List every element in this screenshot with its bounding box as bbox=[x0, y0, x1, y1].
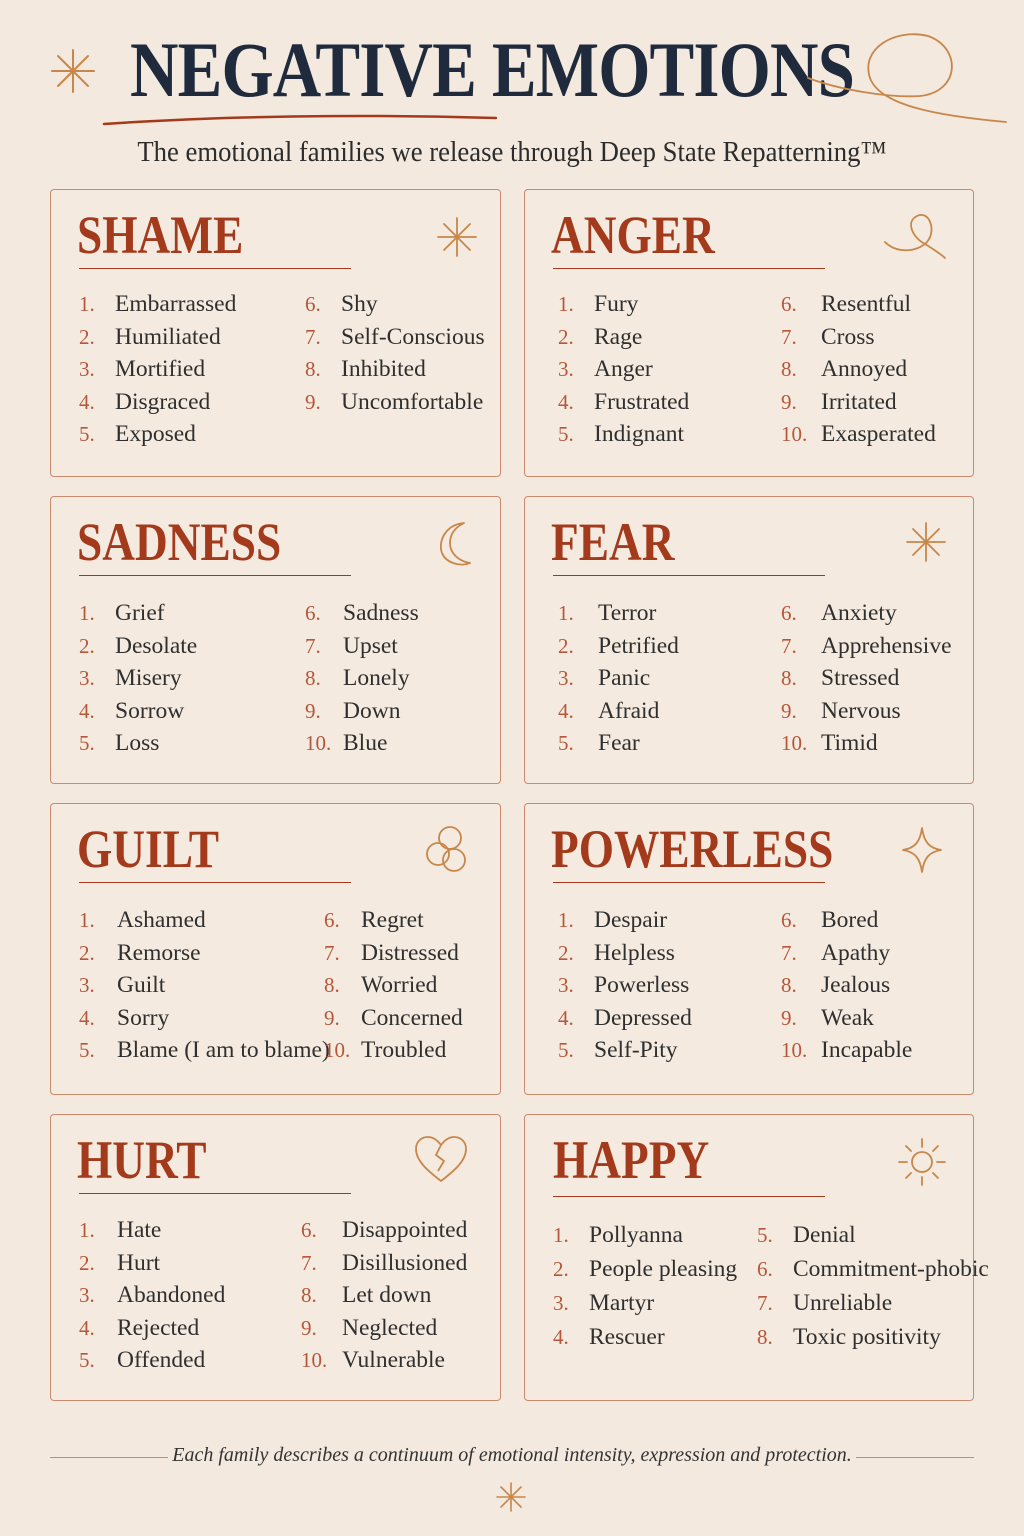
list-item: 7. Upset bbox=[305, 632, 398, 659]
card-powerless bbox=[524, 803, 974, 1095]
column-left bbox=[79, 904, 330, 1067]
list-item: 6. Regret bbox=[324, 907, 424, 933]
list-item: 2. Hurt bbox=[79, 1249, 161, 1276]
card-rule bbox=[553, 575, 825, 576]
card-hurt bbox=[50, 1114, 501, 1401]
column-right bbox=[301, 1214, 467, 1377]
list-item: 3. Powerless bbox=[558, 972, 690, 998]
list-item: 2. People pleasing bbox=[553, 1256, 738, 1282]
list-item: 6. Anxiety bbox=[781, 600, 897, 626]
list-item: 1. Grief bbox=[79, 600, 165, 626]
card-guilt bbox=[50, 803, 501, 1095]
card-title: ANGER bbox=[551, 205, 715, 265]
list-item: 5. Indignant bbox=[558, 421, 685, 447]
footer-divider-right bbox=[856, 1457, 974, 1458]
card-rule bbox=[79, 1193, 351, 1194]
list-item: 8. Worried bbox=[324, 972, 438, 998]
column-right bbox=[305, 288, 485, 418]
list-item: 9. Neglected bbox=[301, 1314, 438, 1341]
sun-icon bbox=[897, 1137, 947, 1187]
column-right bbox=[781, 288, 936, 451]
list-item: 9. Weak bbox=[781, 1004, 874, 1031]
list-item: 4. Afraid bbox=[558, 697, 660, 724]
swirl-loop-icon bbox=[883, 208, 947, 260]
swirl-flourish-icon bbox=[800, 28, 1010, 133]
card-title: GUILT bbox=[77, 819, 220, 879]
list-item: 2. Desolate bbox=[79, 632, 198, 659]
list-item: 6. Disappointed bbox=[301, 1217, 468, 1243]
card-rule bbox=[79, 575, 351, 576]
asterisk-star-icon bbox=[436, 216, 478, 258]
list-item: 8. Jealous bbox=[781, 972, 891, 998]
card-rule bbox=[79, 882, 351, 883]
list-item: 6. Resentful bbox=[781, 291, 912, 317]
column-left bbox=[558, 288, 689, 451]
list-item: 9. Uncomfortable bbox=[305, 388, 484, 415]
column-right bbox=[757, 1218, 989, 1354]
list-item: 3. Abandoned bbox=[79, 1282, 226, 1308]
list-item: 9. Concerned bbox=[324, 1004, 463, 1031]
list-item: 4. Depressed bbox=[558, 1004, 692, 1031]
list-item: 1. Terror bbox=[558, 600, 657, 626]
list-item: 8. Annoyed bbox=[781, 356, 908, 382]
list-item: 2. Humiliated bbox=[79, 323, 221, 350]
column-right bbox=[305, 597, 419, 760]
list-item: 5. Loss bbox=[79, 730, 160, 756]
list-item: 5. Fear bbox=[558, 730, 640, 756]
list-item: 1. Despair bbox=[558, 907, 668, 933]
four-point-sparkle-icon bbox=[901, 826, 943, 874]
column-right bbox=[324, 904, 463, 1067]
column-left bbox=[79, 1214, 225, 1377]
broken-heart-icon bbox=[414, 1135, 468, 1183]
list-item: 4. Rescuer bbox=[553, 1324, 665, 1350]
list-item: 7. Distressed bbox=[324, 939, 459, 966]
asterisk-star-icon bbox=[496, 1482, 526, 1512]
asterisk-star-icon bbox=[905, 521, 947, 563]
list-item: 7. Unreliable bbox=[757, 1290, 893, 1316]
list-item: 5. Blame (I am to blame) bbox=[79, 1037, 330, 1063]
column-left bbox=[558, 904, 692, 1067]
list-item: 6. Sadness bbox=[305, 600, 419, 626]
list-item: 8. Inhibited bbox=[305, 356, 426, 382]
list-item: 10. Timid bbox=[781, 730, 878, 756]
card-sadness bbox=[50, 496, 501, 784]
crescent-moon-icon bbox=[434, 519, 474, 569]
list-item: 1. Hate bbox=[79, 1217, 162, 1243]
list-item: 7. Disillusioned bbox=[301, 1249, 468, 1276]
list-item: 3. Panic bbox=[558, 665, 651, 691]
list-item: 9. Nervous bbox=[781, 697, 901, 724]
list-item: 7. Apathy bbox=[781, 939, 891, 966]
list-item: 4. Rejected bbox=[79, 1314, 200, 1341]
list-item: 9. Irritated bbox=[781, 388, 897, 415]
list-item: 1. Embarrassed bbox=[79, 291, 237, 317]
list-item: 7. Apprehensive bbox=[781, 632, 952, 659]
list-item: 1. Ashamed bbox=[79, 907, 206, 933]
list-item: 10. Vulnerable bbox=[301, 1347, 445, 1373]
list-item: 4. Frustrated bbox=[558, 388, 690, 415]
footer-note: Each family describes a continuum of emotional intensity, expression and protection. bbox=[172, 1444, 852, 1466]
list-item: 4. Sorry bbox=[79, 1004, 170, 1031]
page-subtitle: The emotional families we release through Deep State Repatterning™ bbox=[137, 136, 887, 168]
card-fear bbox=[524, 496, 974, 784]
list-item: 6. Commitment-phobic bbox=[757, 1256, 989, 1282]
card-rule bbox=[553, 882, 825, 883]
list-item: 7. Self-Conscious bbox=[305, 323, 485, 350]
card-title: FEAR bbox=[551, 512, 675, 572]
list-item: 1. Pollyanna bbox=[553, 1222, 683, 1248]
list-item: 5. Denial bbox=[757, 1222, 856, 1248]
list-item: 5. Exposed bbox=[79, 421, 196, 447]
list-item: 1. Fury bbox=[558, 291, 639, 317]
card-rule bbox=[79, 268, 351, 269]
list-item: 4. Sorrow bbox=[79, 697, 185, 724]
list-item: 2. Remorse bbox=[79, 939, 201, 966]
list-item: 10. Blue bbox=[305, 730, 388, 756]
list-item: 8. Toxic positivity bbox=[757, 1324, 941, 1350]
card-title: POWERLESS bbox=[551, 819, 834, 879]
list-item: 7. Cross bbox=[781, 323, 875, 350]
card-anger bbox=[524, 189, 974, 477]
card-happy bbox=[524, 1114, 989, 1401]
list-item: 3. Anger bbox=[558, 356, 653, 382]
card-rule bbox=[553, 1196, 825, 1197]
list-item: 8. Lonely bbox=[305, 665, 410, 691]
column-left bbox=[558, 597, 679, 760]
list-item: 10. Exasperated bbox=[781, 421, 936, 447]
card-title: HURT bbox=[77, 1130, 207, 1190]
list-item: 5. Offended bbox=[79, 1347, 206, 1373]
list-item: 6. Bored bbox=[781, 907, 879, 933]
list-item: 10. Incapable bbox=[781, 1037, 913, 1063]
list-item: 8. Let down bbox=[301, 1282, 432, 1308]
list-item: 2. Helpless bbox=[558, 939, 675, 966]
card-rule bbox=[553, 268, 825, 269]
list-item: 3. Misery bbox=[79, 665, 182, 691]
sparkle-star-icon bbox=[50, 48, 96, 94]
column-left bbox=[79, 288, 236, 451]
card-title: SADNESS bbox=[77, 512, 282, 572]
knot-loops-icon bbox=[424, 824, 470, 874]
list-item: 10. Troubled bbox=[324, 1037, 447, 1063]
column-right bbox=[781, 904, 912, 1067]
list-item: 8. Stressed bbox=[781, 665, 900, 691]
list-item: 3. Martyr bbox=[553, 1290, 655, 1316]
column-left bbox=[553, 1218, 737, 1354]
title-underline bbox=[100, 108, 500, 132]
list-item: 4. Disgraced bbox=[79, 388, 211, 415]
card-title: SHAME bbox=[77, 205, 244, 265]
column-left bbox=[79, 597, 197, 760]
list-item: 3. Mortified bbox=[79, 356, 206, 382]
list-item: 2. Rage bbox=[558, 323, 643, 350]
card-shame bbox=[50, 189, 501, 477]
list-item: 2. Petrified bbox=[558, 632, 679, 659]
card-title: HAPPY bbox=[553, 1130, 710, 1190]
list-item: 6. Shy bbox=[305, 291, 378, 317]
column-right bbox=[781, 597, 952, 760]
list-item: 9. Down bbox=[305, 697, 401, 724]
list-item: 5. Self-Pity bbox=[558, 1037, 678, 1063]
list-item: 3. Guilt bbox=[79, 972, 166, 998]
page-title: NEGATIVE EMOTIONS bbox=[130, 26, 855, 113]
